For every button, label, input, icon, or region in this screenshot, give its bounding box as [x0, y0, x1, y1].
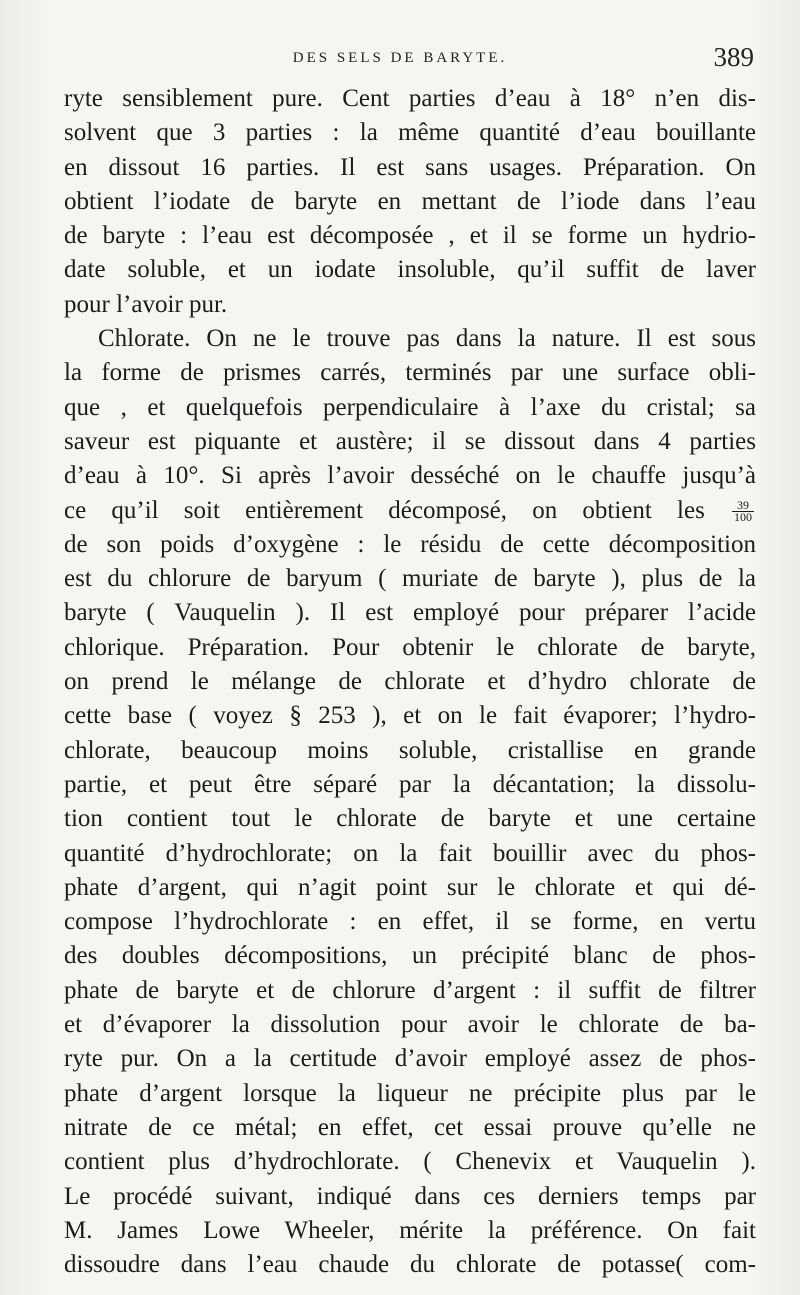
- text-line: de baryte : l’eau est décomposée , et il se forme un hydrio-: [64, 222, 756, 250]
- text-line: pour l’avoir pur.: [64, 290, 228, 318]
- page-number: 389: [713, 42, 754, 72]
- running-head: DES SELS DE BARYTE.: [292, 50, 508, 66]
- text-line: saveur est piquante et austère; il se dissout dans 4 parties: [64, 427, 756, 455]
- text-line: Le procédé suivant, indiqué dans ces derniers temps par: [64, 1182, 756, 1210]
- text-line: que , et quelquefois perpendiculaire à l’axe du cristal; sa: [64, 393, 756, 421]
- text-line: quantité d’hydrochlorate; on la fait bouillir avec du phos-: [64, 839, 756, 867]
- text-line: nitrate de ce métal; en effet, cet essai prouve qu’elle ne: [64, 1113, 756, 1141]
- fraction: [732, 500, 754, 523]
- text-line: M. James Lowe Wheeler, mérite la préférence. On fait: [64, 1216, 756, 1244]
- fraction-numerator: 39: [732, 500, 754, 512]
- text-line: des doubles décompositions, un précipité blanc de phos-: [64, 942, 756, 970]
- text-line: obtient l’iodate de baryte en mettant de l’iode dans l’eau: [64, 187, 756, 215]
- text-line: partie, et peut être séparé par la décantation; la dissolu-: [64, 770, 756, 798]
- text-line: compose l’hydrochlorate : en effet, il se forme, en vertu: [64, 908, 756, 936]
- text-line: solvent que 3 parties : la même quantité d’eau bouillante: [64, 119, 756, 147]
- text-line: tion contient tout le chlorate de baryte et une certaine: [64, 805, 756, 833]
- text-line: phate de baryte et de chlorure d’argent : il suffit de filtrer: [64, 976, 756, 1004]
- text-line: dissoudre dans l’eau chaude du chlorate de potasse( com-: [64, 1251, 756, 1279]
- text-line: phate d’argent lorsque la liqueur ne précipite plus par le: [64, 1079, 756, 1107]
- text-line: de son poids d’oxygène : le résidu de cette décomposition: [64, 530, 756, 558]
- body-text: [64, 82, 756, 1282]
- text-line: d’eau à 10°. Si après l’avoir desséché on le chauffe jusqu’à: [64, 462, 756, 490]
- fraction-denominator: 100: [734, 510, 752, 525]
- text-line: la forme de prismes carrés, terminés par une surface obli-: [64, 359, 756, 387]
- text-line: en dissout 16 parties. Il est sans usages. Préparation. On: [64, 153, 756, 181]
- text-line: ryte pur. On a la certitude d’avoir employé assez de phos-: [64, 1045, 756, 1073]
- text-line: Chlorate. On ne le trouve pas dans la nature. Il est sous: [98, 325, 756, 353]
- text-line: phate d’argent, qui n’agit point sur le chlorate et qui dé-: [64, 873, 756, 901]
- text-line: ryte sensiblement pure. Cent parties d’eau à 18° n’en dis-: [64, 85, 756, 112]
- text-line: date soluble, et un iodate insoluble, qu’il suffit de laver: [64, 256, 756, 284]
- text-line: est du chlorure de baryum ( muriate de baryte ), plus de la: [64, 565, 756, 593]
- page-header: [0, 42, 800, 78]
- text-segment: ce qu’il soit entièrement décomposé, on obtient les: [64, 496, 705, 524]
- text-line: baryte ( Vauquelin ). Il est employé pour préparer l’acide: [64, 599, 756, 627]
- text-line: chlorate, beaucoup moins soluble, cristallise en grande: [64, 736, 756, 764]
- text-line: contient plus d’hydrochlorate. ( Chenevix et Vauquelin ).: [64, 1148, 756, 1176]
- text-line: et d’évaporer la dissolution pour avoir le chlorate de ba-: [64, 1011, 756, 1039]
- text-line: on prend le mélange de chlorate et d’hydro chlorate de: [64, 668, 756, 696]
- text-line-with-fraction: [64, 494, 756, 528]
- text-line: chlorique. Préparation. Pour obtenir le chlorate de baryte,: [64, 633, 756, 661]
- text-line: cette base ( voyez § 253 ), et on le fait évaporer; l’hydro-: [64, 702, 756, 730]
